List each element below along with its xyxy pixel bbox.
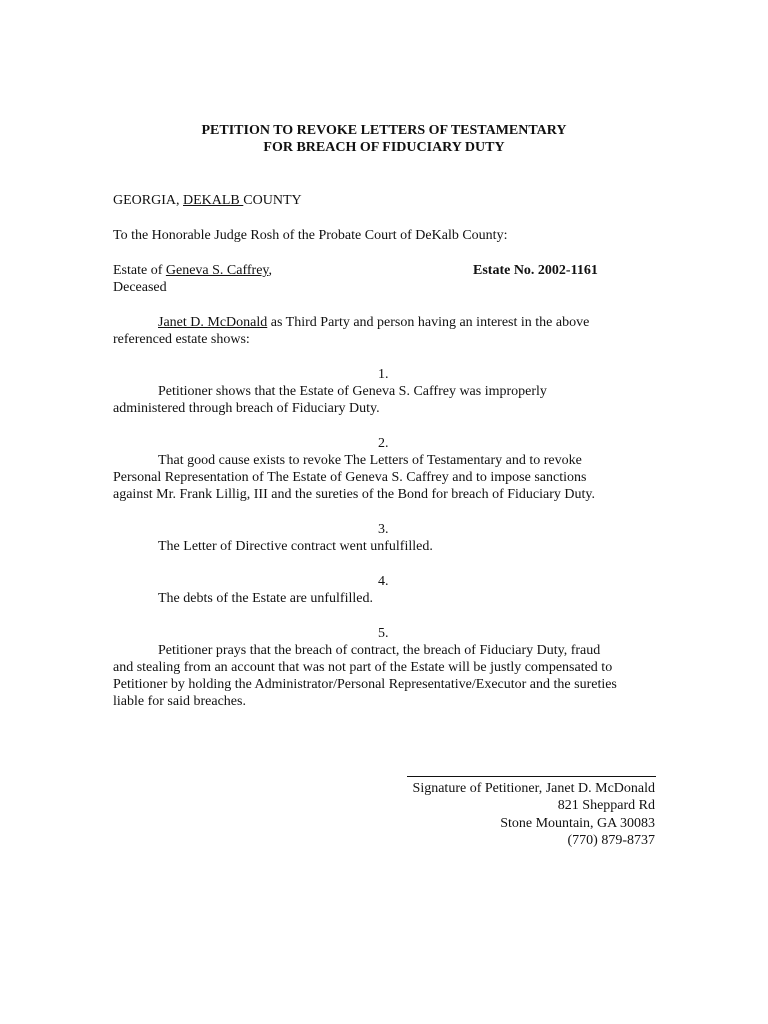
- signature-label: Signature of Petitioner, Janet D. McDonald: [412, 781, 655, 796]
- document-title-line-1: PETITION TO REVOKE LETTERS OF TESTAMENTARY: [201, 123, 567, 138]
- paragraph-number-3: 3.: [378, 522, 389, 537]
- paragraph-number-2: 2.: [378, 436, 389, 451]
- venue-line: [113, 192, 302, 209]
- venue-prefix: GEORGIA,: [113, 193, 183, 208]
- paragraph-number-4: 4.: [378, 574, 389, 589]
- estate-comma: ,: [268, 263, 273, 278]
- intro-line-1: [158, 314, 589, 331]
- signature-line: [407, 776, 656, 777]
- paragraph-number-1: 1.: [378, 367, 389, 382]
- intro-line-2: referenced estate shows:: [113, 332, 250, 347]
- venue-suffix: COUNTY: [243, 193, 302, 208]
- estate-prefix: Estate of: [113, 263, 166, 278]
- petitioner-name: Janet D. McDonald: [158, 315, 268, 330]
- venue-county-name: DEKALB: [183, 193, 244, 208]
- estate-number: Estate No. 2002-1161: [473, 263, 598, 278]
- estate-line: [113, 262, 272, 279]
- paragraph-2-line-1: That good cause exists to revoke The Letters of Testamentary and to revoke: [158, 453, 582, 468]
- signature-phone: (770) 879-8737: [567, 833, 655, 848]
- address-line: To the Honorable Judge Rosh of the Probate Court of DeKalb County:: [113, 228, 508, 243]
- paragraph-1-line-2: administered through breach of Fiduciary Duty.: [113, 401, 380, 416]
- paragraph-1-line-1: Petitioner shows that the Estate of Geneva S. Caffrey was improperly: [158, 384, 547, 399]
- paragraph-5-line-2: and stealing from an account that was not part of the Estate will be justly compensated to: [113, 660, 613, 675]
- paragraph-3-line-1: The Letter of Directive contract went unfulfilled.: [158, 539, 433, 554]
- signature-address-line-1: 821 Sheppard Rd: [557, 798, 655, 813]
- paragraph-4-line-1: The debts of the Estate are unfulfilled.: [158, 591, 373, 606]
- paragraph-5-line-3: Petitioner by holding the Administrator/Personal Representative/Executor and the sureties: [113, 677, 617, 692]
- deceased-label: Deceased: [113, 280, 167, 295]
- intro-rest: as Third Party and person having an interest in the above: [267, 315, 590, 330]
- paragraph-5-line-4: liable for said breaches.: [113, 694, 246, 709]
- paragraph-number-5: 5.: [378, 626, 389, 641]
- signature-address-line-2: Stone Mountain, GA 30083: [500, 816, 655, 831]
- estate-name: Geneva S. Caffrey: [165, 263, 269, 278]
- paragraph-2-line-2: Personal Representation of The Estate of Geneva S. Caffrey and to impose sanctions: [113, 470, 587, 485]
- paragraph-5-line-1: Petitioner prays that the breach of contract, the breach of Fiduciary Duty, fraud: [158, 643, 601, 658]
- document-title-line-2: FOR BREACH OF FIDUCIARY DUTY: [263, 140, 505, 155]
- paragraph-2-line-3: against Mr. Frank Lillig, III and the sureties of the Bond for breach of Fiduciary Duty.: [113, 487, 595, 502]
